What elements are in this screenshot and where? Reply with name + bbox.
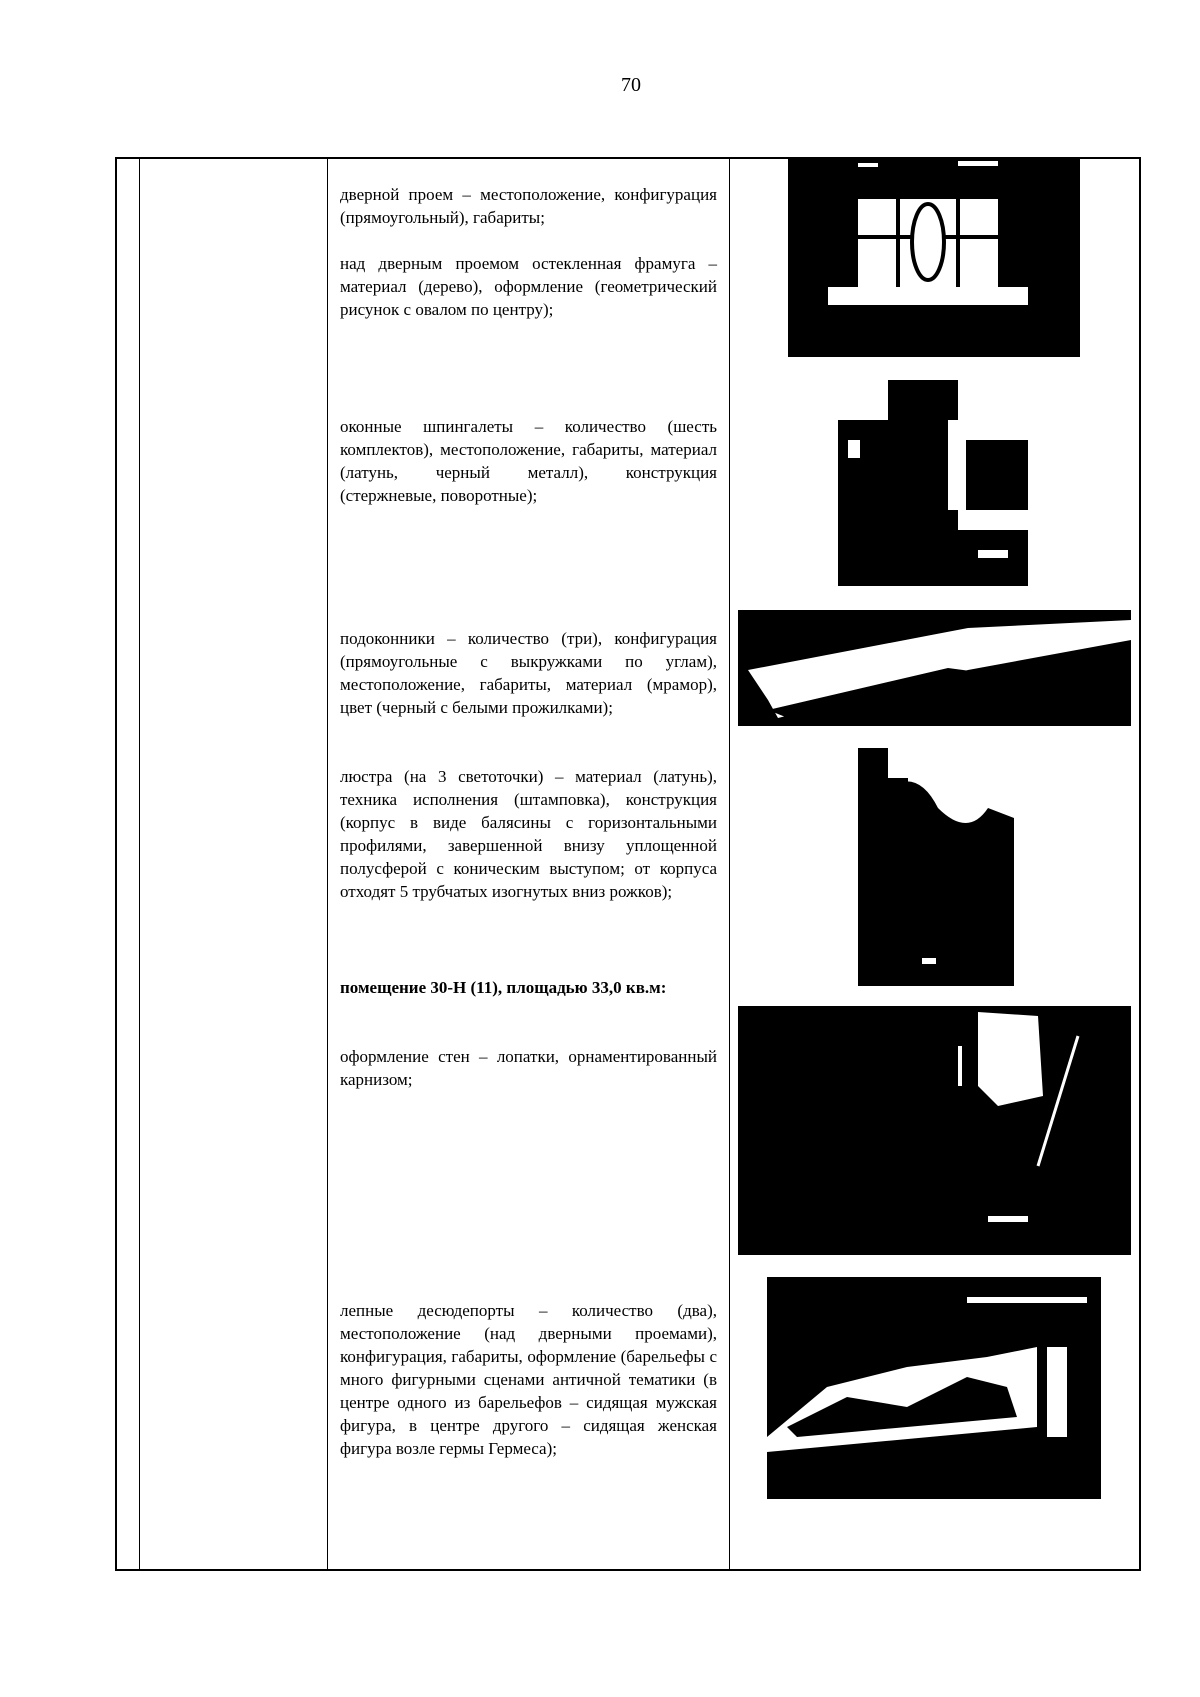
- entry-windowsills: подоконники – количество (три), конфигурация (прямоугольные с выкружками по углам), местоположение, габариты, материал (мрамор), цвет (черный с белыми прожилками);: [340, 629, 717, 717]
- entry-sopraportas: лепные десюдепорты – количество (два), местоположение (над дверными проемами), конфигурация, габариты, оформление (барельефы с много фигурными сценами античной тематики (в центре одного из барельефов – сидящая мужская фигура, в центре другого – сидящая женская фигура возле гермы Гермеса);: [340, 1301, 717, 1458]
- column-divider-2: [327, 157, 328, 1571]
- entry-room-heading: помещение 30-Н (11), площадью 33,0 кв.м:: [340, 978, 667, 997]
- page-number: 70: [621, 74, 641, 96]
- entry-wall-decoration: оформление стен – лопатки, орнаментированный карнизом;: [340, 1047, 717, 1089]
- chandelier-photo: [858, 748, 1014, 986]
- entry-window-latches: оконные шпингалеты – количество (шесть комплектов), местоположение, габариты, материал (латунь, черный металл), конструкция (стержневые, поворотные);: [340, 417, 717, 505]
- entry-chandelier: люстра (на 3 светоточки) – материал (латунь), техника исполнения (штамповка), конструкция (корпус в виде балясины с горизонтальными профилями, завершенной внизу уплощенной полусферой с коническим выступом; от корпуса отходят 5 трубчатых изогнутых вниз рожков);: [340, 767, 717, 901]
- column-divider-1: [139, 157, 140, 1571]
- transom-photo: [788, 157, 1080, 357]
- entry-transom: над дверным проемом остекленная фрамуга – материал (дерево), оформление (геометрический рисунок с овалом по центру);: [340, 254, 717, 319]
- column-divider-3: [729, 157, 730, 1571]
- entry-door-opening: дверной проем – местоположение, конфигурация (прямоугольный), габариты;: [340, 185, 717, 227]
- sopraporta-photo: [767, 1277, 1101, 1499]
- windowsill-photo: [738, 610, 1131, 726]
- window-latch-photo: [838, 380, 1028, 586]
- wall-decoration-photo: [738, 1006, 1131, 1255]
